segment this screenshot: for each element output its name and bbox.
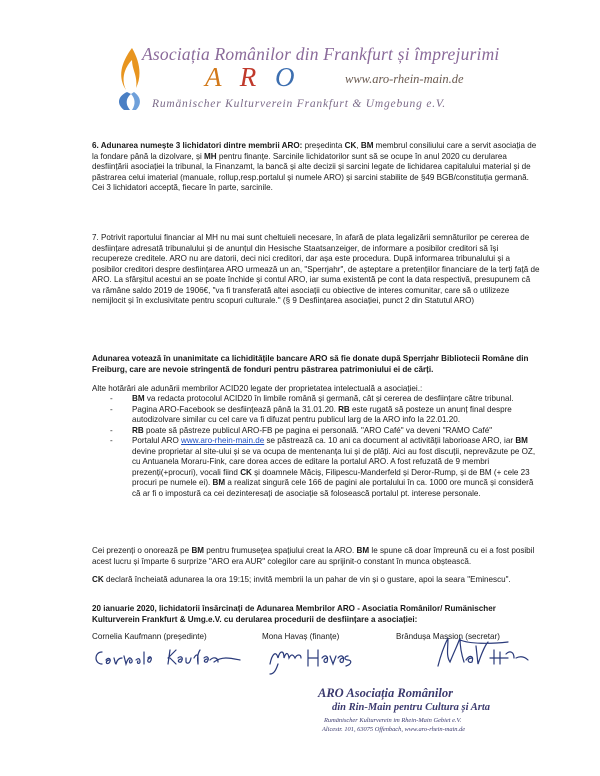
signature-mona-havas bbox=[266, 642, 358, 676]
aro-letter-a: A bbox=[205, 62, 228, 92]
aro-letter-r: R bbox=[239, 62, 263, 92]
initials-ck: CK bbox=[240, 467, 252, 477]
header-website: www.aro-rhein-main.de bbox=[345, 72, 464, 86]
paragraph-6 bbox=[92, 141, 540, 194]
initials-rb: RB bbox=[132, 425, 144, 435]
p6-text: membrul consiliului care a servit asociația de la fondare până la dizolvare, și bbox=[92, 141, 537, 161]
meeting-end-paragraph bbox=[92, 575, 540, 586]
initials-bm: BM bbox=[360, 141, 374, 150]
initials-ck: CK bbox=[92, 575, 104, 584]
item-text: se păstrează ca. 10 ani ca document al activității laborioase ARO, iar bbox=[264, 436, 516, 445]
aro-logotype bbox=[205, 62, 301, 93]
item-text: a realizat singură cele 166 de pagini ale portalului în ca. 1000 ore muncă și consideră că ar fi o impostură ca cei dezinteresați de asociație să folosească portalul pt. interese personale. bbox=[132, 478, 534, 498]
closing-text: le spune că doar împreună cu ei a fost posibil acest lucru și împarte 6 surprize "ARO era AUR" colegilor care au sprijinit-o constant în munca obștească. bbox=[92, 546, 535, 566]
initials-bm: BM bbox=[515, 436, 528, 445]
item-text: va redacta protocolul ACID20 în limbile română și germană, cât și cererea de desființare către tribunal. bbox=[144, 394, 514, 403]
list-item bbox=[110, 405, 540, 426]
initials-bm: BM bbox=[191, 546, 205, 555]
closing-paragraph bbox=[92, 546, 540, 567]
initials-bm: BM bbox=[212, 478, 226, 487]
item-text: poate să păstreze publicul ARO-FB pe pagina ei personală. "ARO Café" va deveni "RAMO Café" bbox=[143, 425, 493, 435]
list-item bbox=[110, 426, 540, 437]
item-text: devine proprietar al site-ului și se va ocupa de mentenanța lui și de plăți. Aici au fost discuții, neprevăzute pe OZ, cu Antuanela Moraru-Fink, care dorea acces de editare la portalul ARO. A fost refuzată de 9 membri prezenți(+procuri), vocali fiind bbox=[132, 446, 536, 477]
p6-text: președinta bbox=[302, 141, 345, 150]
aro-letter-o: O bbox=[275, 62, 301, 92]
other-decisions-intro: Alte hotărâri ale adunării membrilor ACID20 legate der proprietatea intelectuală a asociației.: bbox=[92, 384, 423, 393]
initials-bm: BM bbox=[356, 546, 370, 555]
paragraph-7: 7. Potrivit raportului financiar al MH nu mai sunt cheltuieli necesare, în afară de plata legalizării semnăturilor pe cererea de desființare adresată tribunalului și de anunțul din Hesische Staatsanzeiger, de informare a posibilor creditori să își recupereze creditele. ARO nu are datorii, deci nici creditori, dar așa este procedura. După informarea tribunalului și a posibilor creditori despre desființarea ARO urmează un an, "Sperrjahr", de așteptare a pretențiilor financiare de la terți față de ARO. La sfârșitul acestui an se poate închide și contul ARO, iar suma existentă pe cont la data respectivă, presupunem că va rămâne saldo 2019 de 1906€, "va fi transferată altei asociații cu obiective de interes comunitar, care să o utilizeze nemijlocit și în exclusivitate pentru scopuri culturale." (§ 9 Desființarea asociației, punct 2 din Statutul ARO) bbox=[92, 233, 540, 305]
list-item bbox=[110, 394, 540, 405]
item-text: și doamnele Măciș, Filipescu-Manderfeld și Deror-Rump, și de BM (+ cele 23 procuri pe numele ei). bbox=[132, 467, 530, 487]
initials-ck: CK bbox=[344, 141, 357, 150]
item-text: Pagina ARO-Facebook se desființează până la 31.01.20. bbox=[132, 404, 339, 414]
initials-bm: BM bbox=[132, 394, 145, 403]
item-text: Portalul ARO bbox=[132, 436, 182, 445]
signature-brandusa-massion bbox=[430, 636, 534, 674]
stamp-line-2: din Rin-Main pentru Cultura și Arta bbox=[332, 702, 491, 713]
closing-text: Cei prezenți o onorează pe bbox=[92, 546, 192, 555]
p6-text: pentru finanțe. Sarcinile lichidatorilor sunt să se ocupe în anul 2020 cu derularea desființării asociației la tribunal, la Finanzamt, la bancă și alte decizii și sarcini legate de lichidarea capitalului material și de păstrarea celui imaterial (manuale, rollup,resp.portalul și numele ARO) și sarcini stabilite de §49 BGB/constituția germană. Cei 3 lichidatori acceptă, fiecare în parte, sarcinile. bbox=[92, 151, 531, 192]
stamp-line-4: Alicestr. 101, 63075 Offenbach, www.aro-rhein-main.de bbox=[322, 726, 466, 733]
signature-cornelia-kaufmann bbox=[92, 644, 252, 670]
item-text: este rugată să posteze un anunț final despre autodizolvare similar cu cel care va fi difuzat pentru publicul larg de la ARO info la 22.01.20. bbox=[132, 404, 512, 424]
signatory-role-finance: Mona Havaș (finanțe) bbox=[262, 632, 340, 641]
signatory-role-secretary: Brândușa Massion (secretar) bbox=[396, 632, 500, 641]
liquidators-declaration: 20 ianuarie 2020, lichidatorii însărcinați de Adunarea Membrilor ARO - Asociatia Românilor/ Rumänischer Kulturverein Frankfurt & Umg.e.V. cu derularea procedurii de desființare a asociației: bbox=[92, 604, 496, 624]
initials-rb: RB bbox=[338, 404, 350, 414]
list-item bbox=[110, 436, 540, 499]
german-org-name: Rumänischer Kulturverein Frankfurt & Umgebung e.V. bbox=[152, 98, 446, 110]
p6-text: , bbox=[356, 141, 361, 150]
initials-mh: MH bbox=[204, 151, 217, 161]
closing-text: pentru frumusețea spațiului creat la ARO. bbox=[204, 546, 357, 555]
closing-text: declară încheiată adunarea la ora 19:15; invită membrii la un pahar de vin și o gustare, apoi la seara "Eminescu". bbox=[103, 575, 511, 584]
paragraph-7-vote: Adunarea votează în unanimitate ca lichiditățile bancare ARO să fie donate după Sperrjahr Bibliotecii Române din Freiburg, care are nevoie stringentă de fonduri pentru păstrarea patrimoniului ei de cărți. bbox=[92, 354, 529, 374]
decisions-list bbox=[110, 394, 540, 499]
stamp-line-1: ARO Asociația Românilor bbox=[318, 686, 453, 700]
stamp-line-3: Rumänischer Kulturverein im Rhein-Main Gebiet e.V. bbox=[324, 717, 462, 724]
signatory-role-president: Cornelia Kaufmann (președinte) bbox=[92, 632, 207, 641]
p6-lead: 6. Adunarea numește 3 lichidatori dintre membrii ARO: bbox=[92, 141, 303, 150]
portal-link[interactable]: www.aro-rhein-main.de bbox=[181, 436, 265, 445]
org-name: Asociația Românilor din Frankfurt și împrejurimi bbox=[142, 44, 500, 64]
